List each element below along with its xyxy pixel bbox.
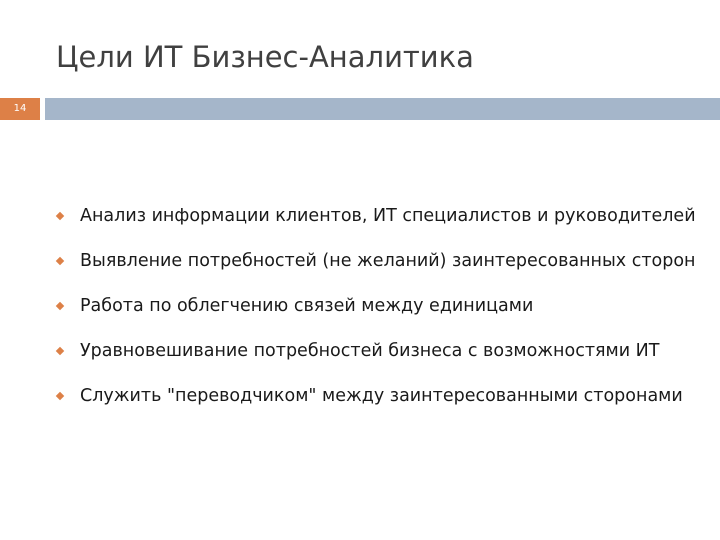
bullet-item bbox=[56, 199, 696, 244]
slide-title: Цели ИТ Бизнес-Аналитика bbox=[56, 40, 474, 74]
bullet-list bbox=[56, 199, 696, 424]
bullet-item bbox=[56, 244, 696, 289]
bullet-text: Уравновешивание потребностей бизнеса с возможностями ИТ bbox=[80, 341, 660, 361]
bullet-text: Анализ информации клиентов, ИТ специалистов и руководителей bbox=[80, 206, 696, 226]
diamond-bullet-icon bbox=[56, 212, 64, 220]
title-divider-bar bbox=[45, 98, 720, 120]
bullet-text: Служить "переводчиком" между заинтересованными сторонами bbox=[80, 386, 683, 406]
bullet-text: Работа по облегчению связей между единицами bbox=[80, 296, 534, 316]
bullet-item bbox=[56, 289, 696, 334]
diamond-bullet-icon bbox=[56, 347, 64, 355]
bullet-item bbox=[56, 379, 696, 424]
diamond-bullet-icon bbox=[56, 302, 64, 310]
bullet-text: Выявление потребностей (не желаний) заинтересованных сторон bbox=[80, 251, 696, 271]
diamond-bullet-icon bbox=[56, 257, 64, 265]
slide-number: 14 bbox=[0, 98, 40, 120]
bullet-item bbox=[56, 334, 696, 379]
diamond-bullet-icon bbox=[56, 392, 64, 400]
